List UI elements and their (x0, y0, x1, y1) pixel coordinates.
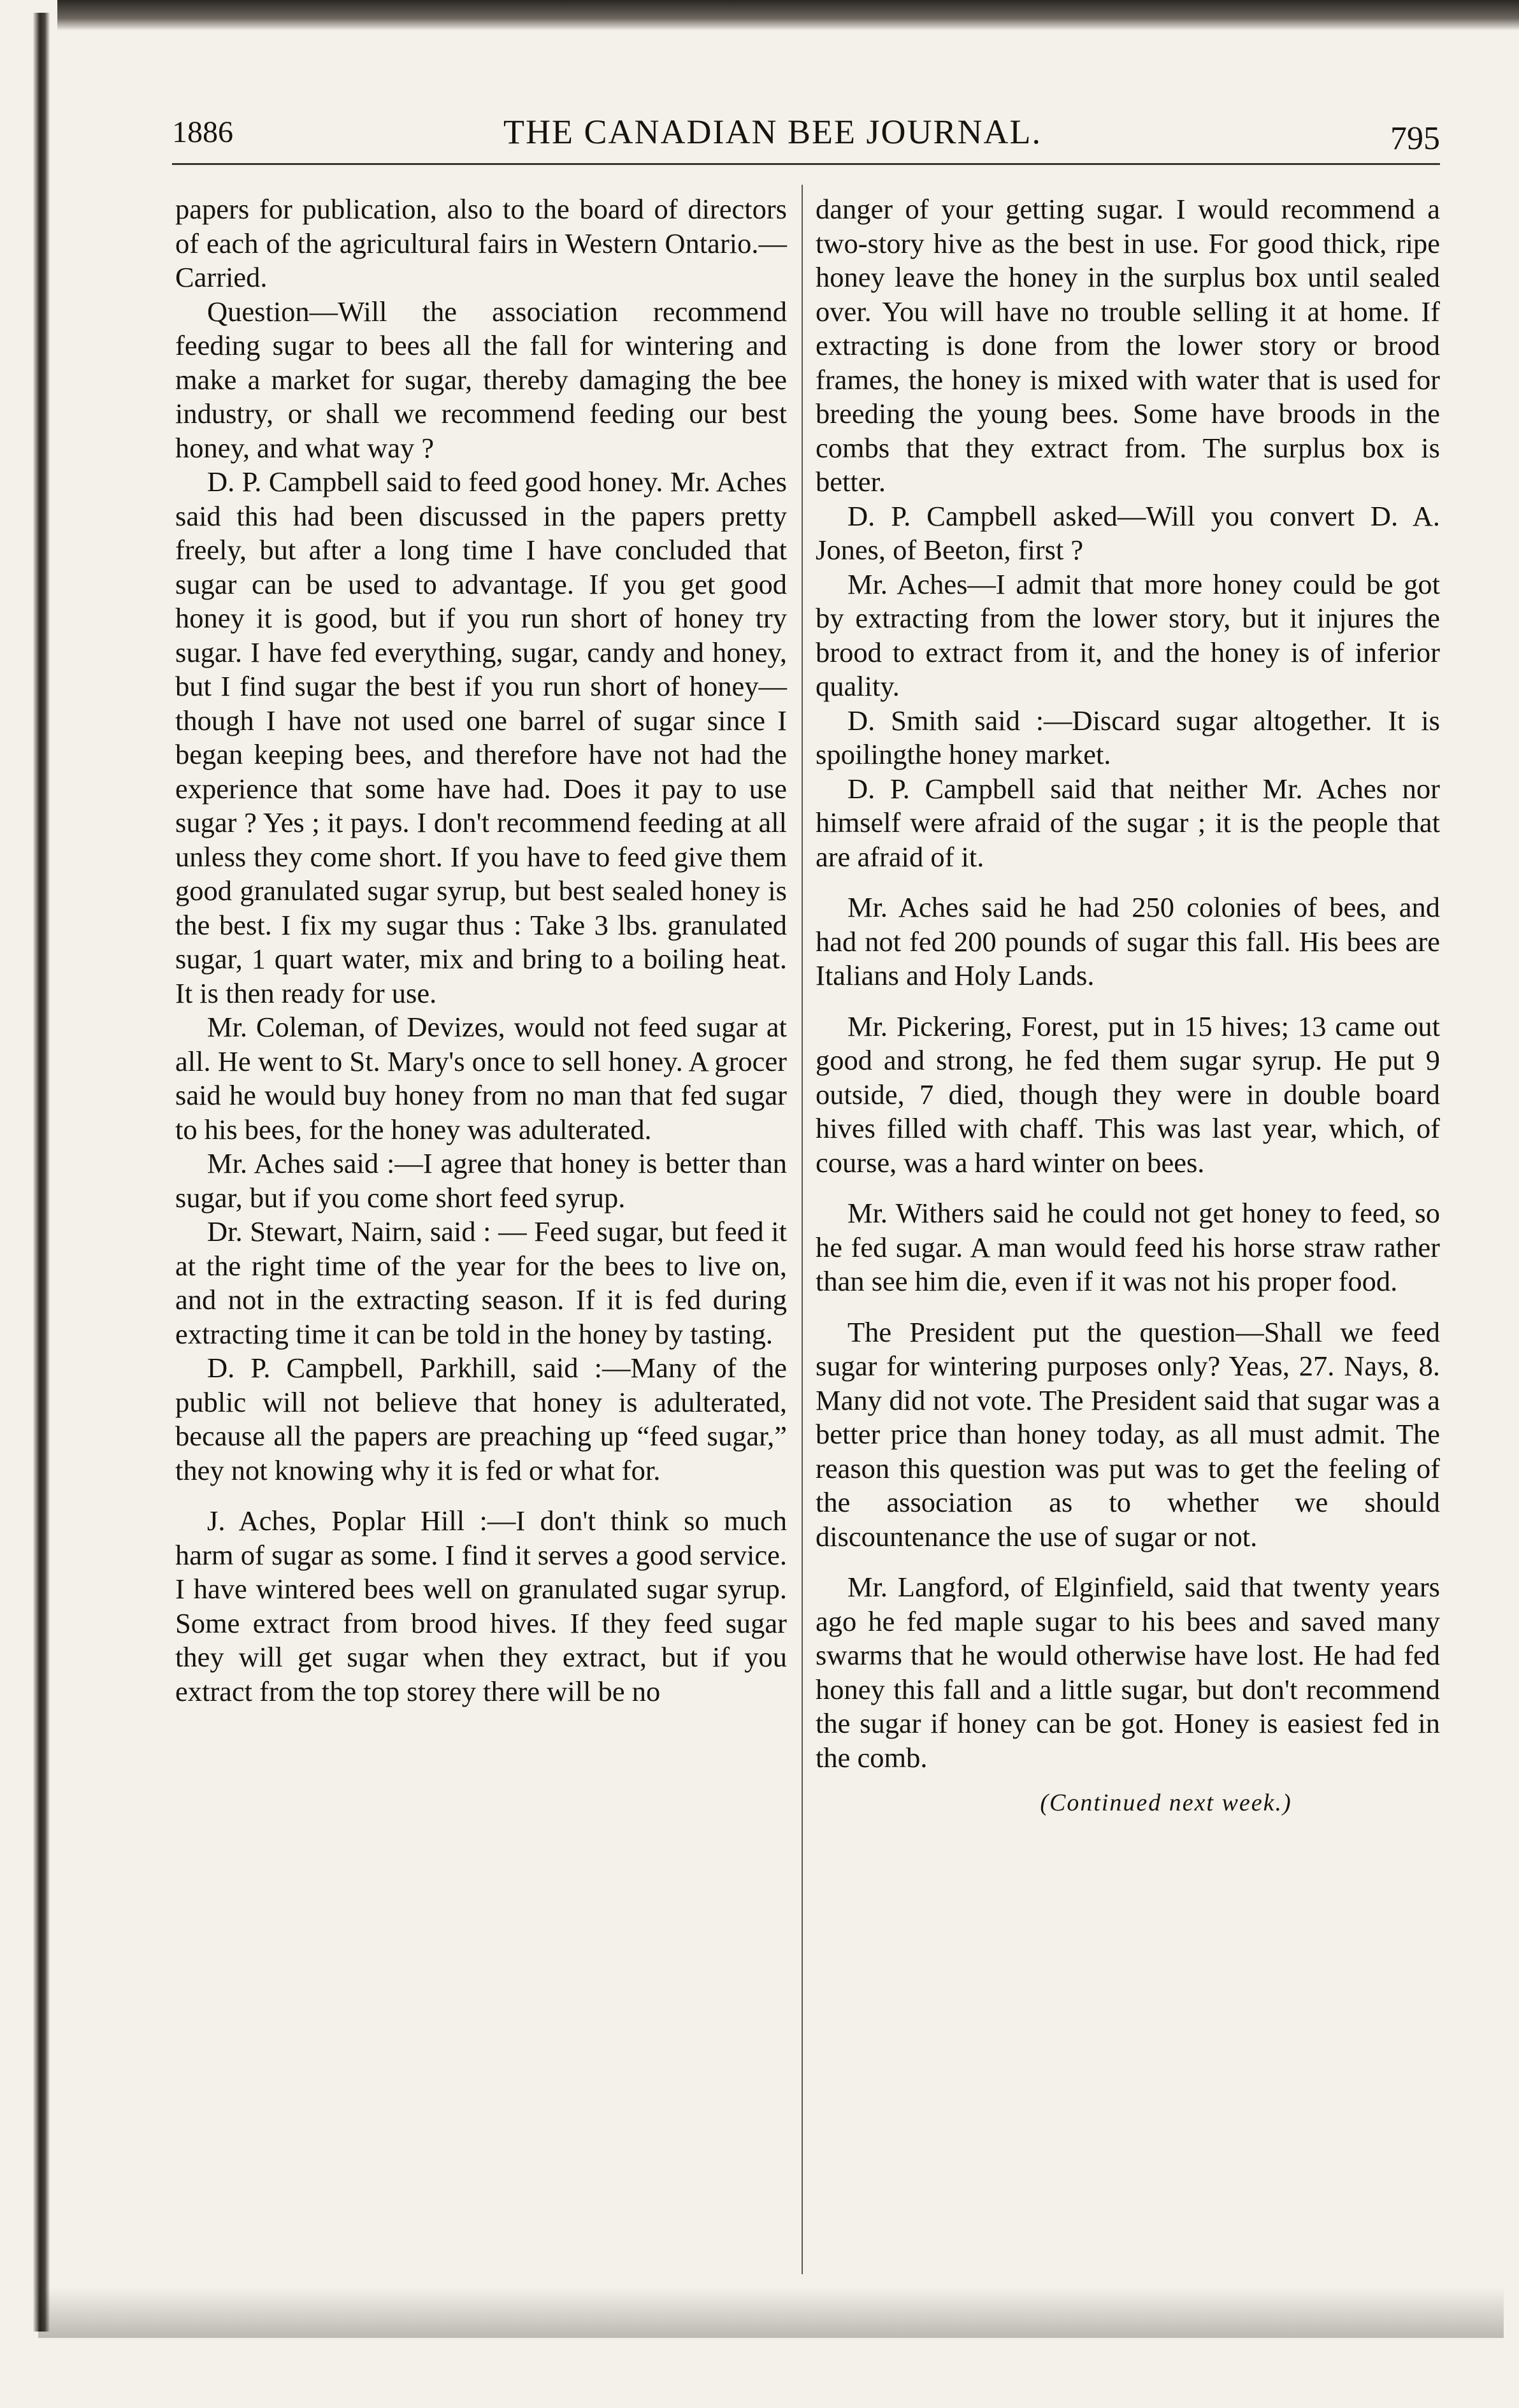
scan-top-edge (57, 0, 1519, 31)
right-column (816, 192, 1440, 1821)
paragraph: Mr. Coleman, of Devizes, would not feed sugar at all. He went to St. Mary's once to sell honey. A grocer said he would buy honey from no man that fed sugar to his bees, for the honey was adulterated. (175, 1011, 787, 1145)
paragraph: Mr. Aches—I admit that more honey could be got by extracting from the lower story, but it injures the brood to extract from it, and the honey is of inferior quality. (816, 568, 1440, 702)
paragraph: D. P. Campbell said that neither Mr. Aches nor himself were afraid of the sugar ; it is the people that are afraid of it. (816, 772, 1440, 873)
column-divider (802, 185, 803, 2274)
header-rule (172, 163, 1440, 165)
page-number: 795 (1390, 120, 1440, 157)
paragraph: Mr. Aches said he had 250 colonies of bees, and had not fed 200 pounds of sugar this fall. His bees are Italians and Holy Lands. (816, 891, 1440, 991)
continued-note: (Continued next week.) (1040, 1789, 1292, 1816)
paragraph: J. Aches, Poplar Hill :—I don't think so much harm of sugar as some. I find it serves a good service. I have wintered bees well on granulated sugar syrup. Some extract from brood hives. If they feed sugar they will get sugar when they extract, but if you extract from the top storey there will be no (175, 1505, 787, 1707)
paragraph: The President put the question—Shall we feed sugar for wintering purposes only? Yeas, 27. Nays, 8. Many did not vote. The President said that sugar was a better price than honey today, as all must admit. The reason this question was put was to get the feeling of the association as to whether we should discountenance the use of sugar or not. (816, 1315, 1440, 1552)
left-column (175, 192, 787, 1709)
paragraph: Dr. Stewart, Nairn, said : — Feed sugar, but feed it at the right time of the year for the bees to live on, and not in the extracting season. If it is fed during extracting time it can be told in the honey by tasting. (175, 1215, 787, 1350)
paragraph: Mr. Pickering, Forest, put in 15 hives; 13 came out good and strong, he fed them sugar syrup. He put 9 outside, 7 died, though they were in double board hives filled with chaff. This was last year, which, of course, was a hard winter on bees. (816, 1010, 1440, 1179)
paragraph: danger of your getting sugar. I would recommend a two-story hive as the best in use. For good thick, ripe honey leave the honey in the surplus box until sealed over. You will have no trouble selling it at home. If extracting is done from the lower story or brood frames, the honey is mixed with water that is used for breeding the young bees. Some have broods in the combs that they extract from. The surplus box is better. (816, 193, 1440, 498)
header-year: 1886 (172, 115, 233, 149)
running-header (172, 108, 1440, 159)
paragraph: D. P. Campbell, Parkhill, said :—Many of the public will not believe that honey is adulterated, because all the papers are preaching up “feed sugar,” they not knowing why it is fed or what for. (175, 1352, 787, 1486)
paragraph: Question—Will the association recommend feeding sugar to bees all the fall for wintering and make a market for sugar, thereby damaging the bee industry, or shall we recommend feeding our best honey, and what way ? (175, 295, 787, 464)
scan-bottom-shadow (38, 2287, 1504, 2338)
paragraph: D. P. Campbell asked—Will you convert D. A. Jones, of Beeton, first ? (816, 499, 1440, 566)
journal-title: THE CANADIAN BEE JOURNAL. (503, 113, 1042, 151)
paragraph: D. P. Campbell said to feed good honey. Mr. Aches said this had been discussed in the papers pretty freely, but after a long time I have concluded that sugar can be used to advantage. If you get good honey it is good, but if you run short of honey try sugar. I have fed everything, sugar, candy and honey, but I find sugar the best if you run short of honey—though I have not used one barrel of sugar since I began keeping bees, and therefore have not had the experience that some have had. Does it pay to use sugar ? Yes ; it pays. I don't recommend feeding at all unless they come short. If you have to feed give them good granulated sugar syrup, but best sealed honey is the best. I fix my sugar thus : Take 3 lbs. granulated sugar, 1 quart water, mix and bring to a boiling heat. It is then ready for use. (175, 466, 787, 1009)
paragraph: papers for publication, also to the board of directors of each of the agricultural fairs in Western Ontario.—Carried. (175, 193, 787, 293)
paragraph: Mr. Aches said :—I agree that honey is better than sugar, but if you come short feed syrup. (175, 1147, 787, 1214)
paragraph: Mr. Langford, of Elginfield, said that twenty years ago he fed maple sugar to his bees and saved many swarms that he would otherwise have lost. He had fed honey this fall and a little sugar, but don't recommend the sugar if honey can be got. Honey is easiest fed in the comb. (816, 1571, 1440, 1774)
paragraph: Mr. Withers said he could not get honey to feed, so he fed sugar. A man would feed his horse straw rather than see him die, even if it was not his proper food. (816, 1197, 1440, 1297)
paragraph: D. Smith said :—Discard sugar altogether. It is spoilingthe honey market. (816, 704, 1440, 770)
scan-binding-edge (33, 13, 50, 2332)
